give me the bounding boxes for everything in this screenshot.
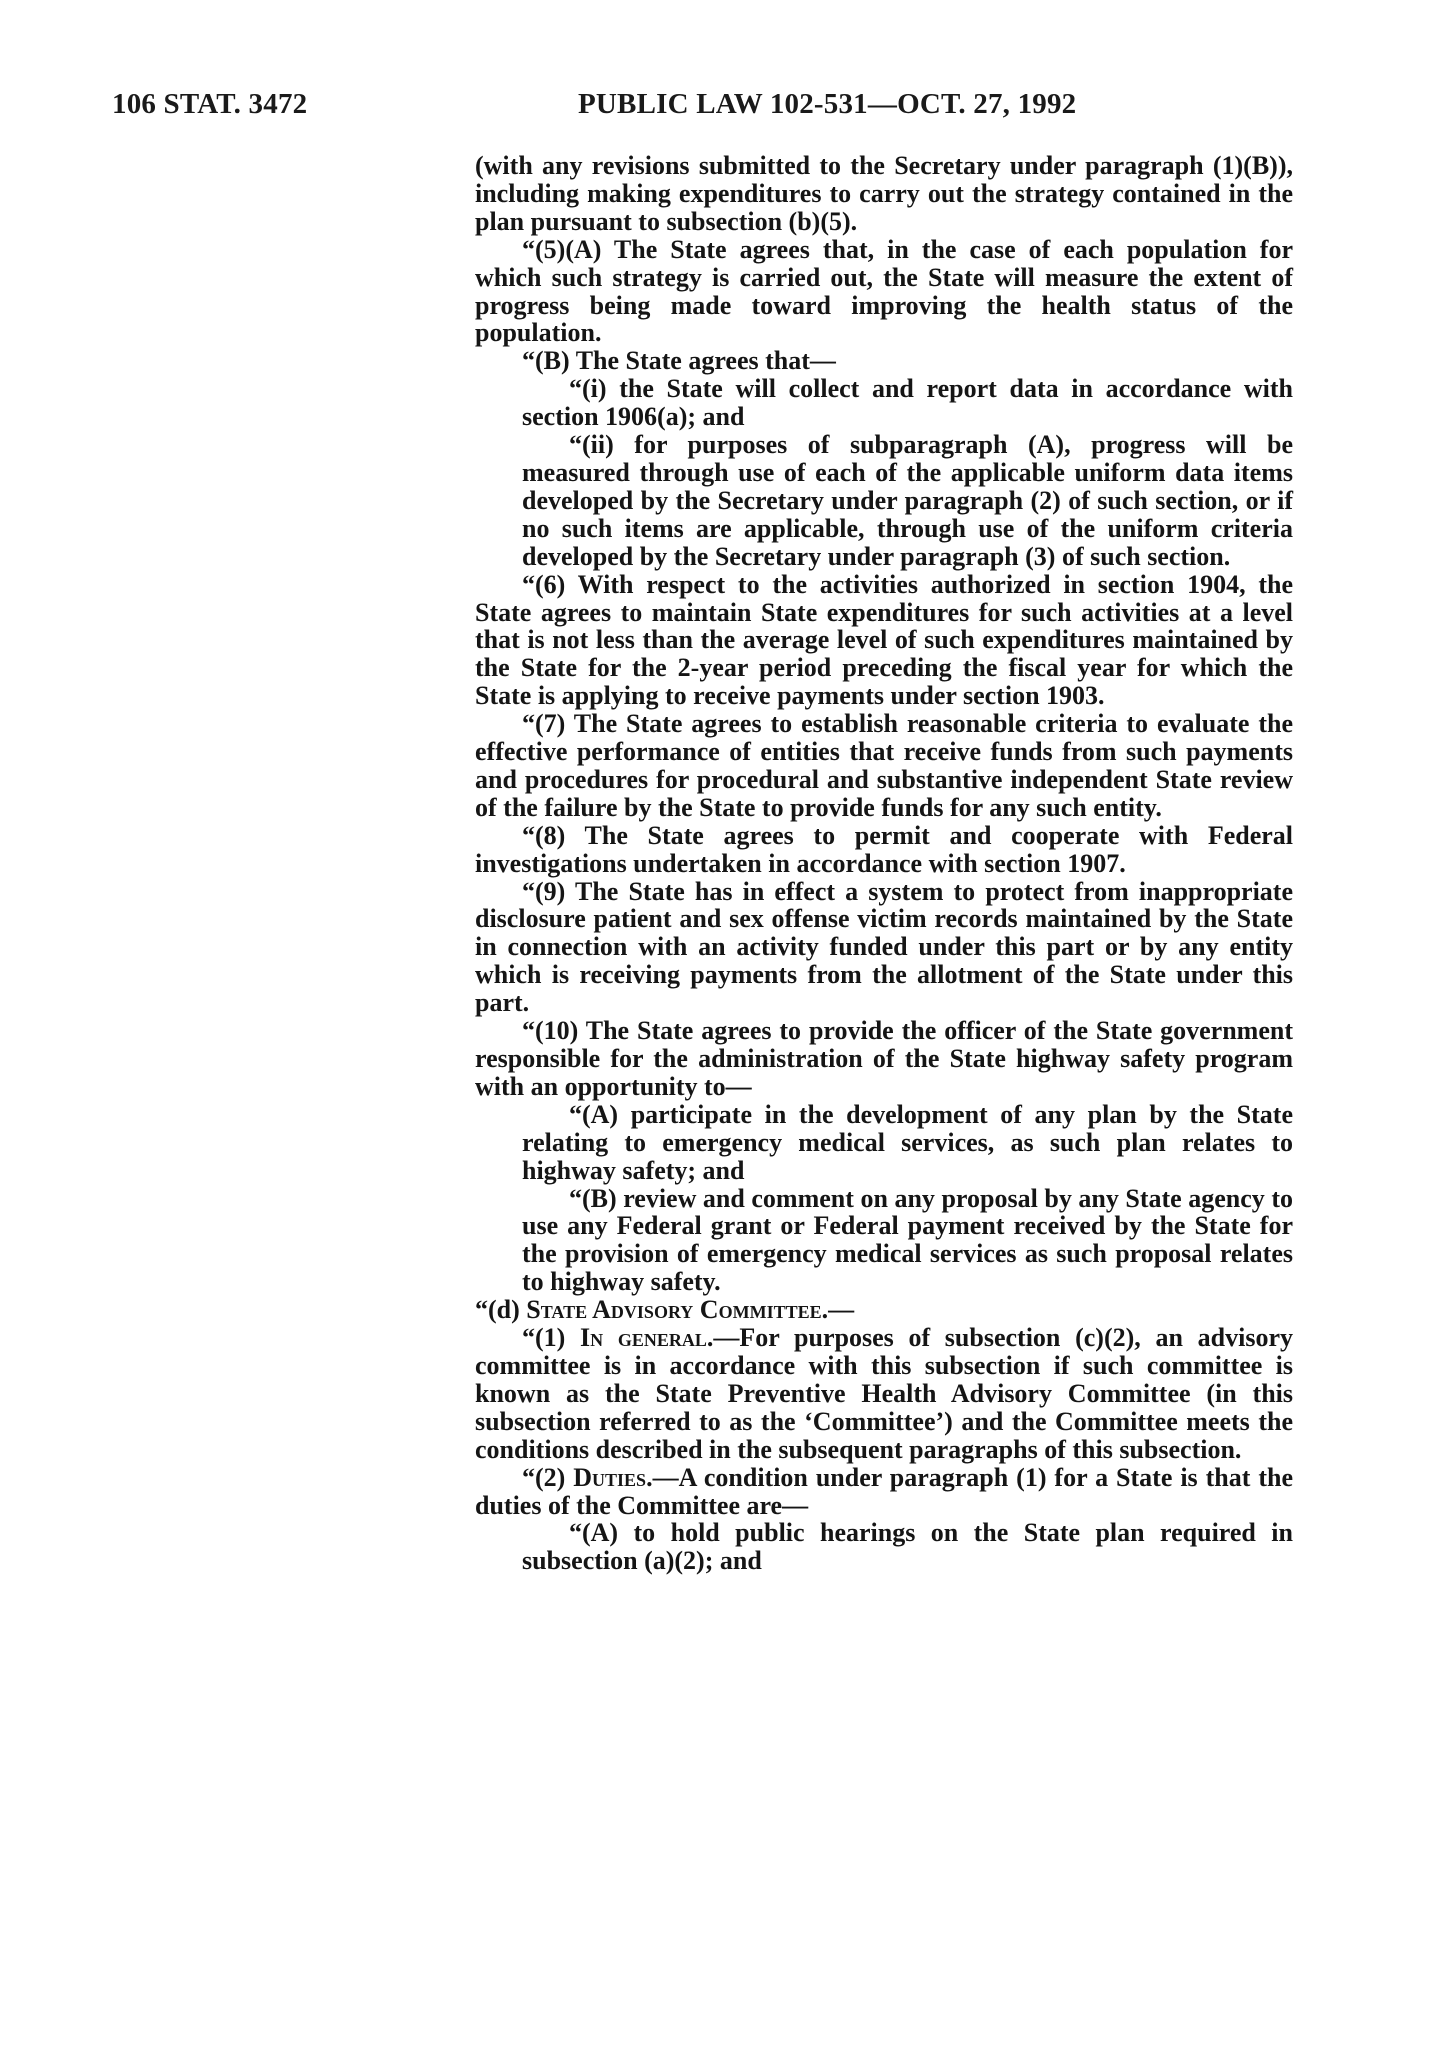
paragraph-continuation: (with any revisions submitted to the Secretary under paragraph (1)(B)), including making expenditures to carry out the strategy contained in the plan pursuant to subsection (b)(5). xyxy=(475,151,1293,236)
document-body xyxy=(475,152,1293,1575)
subsection-d-dash: .— xyxy=(821,1295,855,1325)
paragraph-5b: “(B) The State agrees that— xyxy=(522,346,836,376)
paragraph-5a: “(5)(A) The State agrees that, in the case of each population for which such strategy is carried out, the State will measure the extent of progress being made toward improving the health status of the population. xyxy=(475,234,1293,348)
paragraph-d2 xyxy=(475,1464,1293,1520)
paragraph-10: “(10) The State agrees to provide the officer of the State government responsible for the administration of the State highway safety program with an opportunity to— xyxy=(475,1016,1293,1101)
paragraph-d1-prefix: “(1) xyxy=(522,1323,581,1353)
paragraph-d1-title: In general xyxy=(580,1323,707,1353)
paragraph-8: “(8) The State agrees to permit and cooperate with Federal investigations undertaken in accordance with section 1907. xyxy=(475,820,1293,878)
subsection-d-prefix: “(d) xyxy=(475,1295,527,1325)
page-reference: 106 STAT. 3472 xyxy=(112,88,308,120)
paragraph-6: “(6) With respect to the activities authorized in section 1904, the State agrees to maintain State expenditures for such activities at a level that is not less than the average level of such expenditures maintained by the State for the 2-year period preceding the fiscal year for which the State is applying to receive payments under section 1903. xyxy=(475,569,1293,711)
subsection-d-title: State Advisory Committee xyxy=(526,1295,822,1325)
paragraph-d1-text: .—For purposes of subsection (c)(2), an advisory committee is in accordance with this subsection if such committee is known as the State Preventive Health Advisory Committee (in this subsection referred to as the ‘Committee’) and the Committee meets the conditions described in the subsequent paragraphs of this subsection. xyxy=(475,1323,1293,1464)
law-reference: PUBLIC LAW 102-531—OCT. 27, 1992 xyxy=(578,88,1077,120)
clause-10-a: “(A) participate in the development of any plan by the State relating to emergency medical services, as such plan relates to highway safety; and xyxy=(522,1099,1293,1185)
clause-10-b: “(B) review and comment on any proposal by any State agency to use any Federal grant or Federal payment received by the State for the provision of emergency medical services as such proposal relates to highway safety. xyxy=(522,1183,1293,1297)
paragraph-d2-title: Duties xyxy=(573,1462,647,1492)
paragraph-9: “(9) The State has in effect a system to protect from inappropriate disclosure patient and sex offense victim records maintained by the State in connection with an activity funded under this part or by any entity which is receiving payments from the allotment of the State under this part. xyxy=(475,876,1293,1018)
clause-5b-i: “(i) the State will collect and report data in accordance with section 1906(a); and xyxy=(522,374,1293,432)
paragraph-d1 xyxy=(475,1324,1293,1464)
paragraph-d2-prefix: “(2) xyxy=(522,1462,574,1492)
paragraph-d2-text: .—A condition under paragraph (1) for a State is that the duties of the Committee are— xyxy=(475,1462,1293,1520)
subsection-d-heading xyxy=(475,1296,1293,1324)
paragraph-7: “(7) The State agrees to establish reasonable criteria to evaluate the effective performance of entities that receive funds from such payments and procedures for procedural and substantive independent State review of the failure by the State to provide funds for any such entity. xyxy=(475,709,1293,822)
clause-d2-a: “(A) to hold public hearings on the State plan required in subsection (a)(2); and xyxy=(522,1518,1293,1576)
clause-5b-ii: “(ii) for purposes of subparagraph (A), progress will be measured through use of each of the applicable uniform data items developed by the Secretary under paragraph (2) of such section, or if no such items are applicable, through use of the uniform criteria developed by the Secretary under paragraph (3) of such section. xyxy=(522,430,1293,571)
